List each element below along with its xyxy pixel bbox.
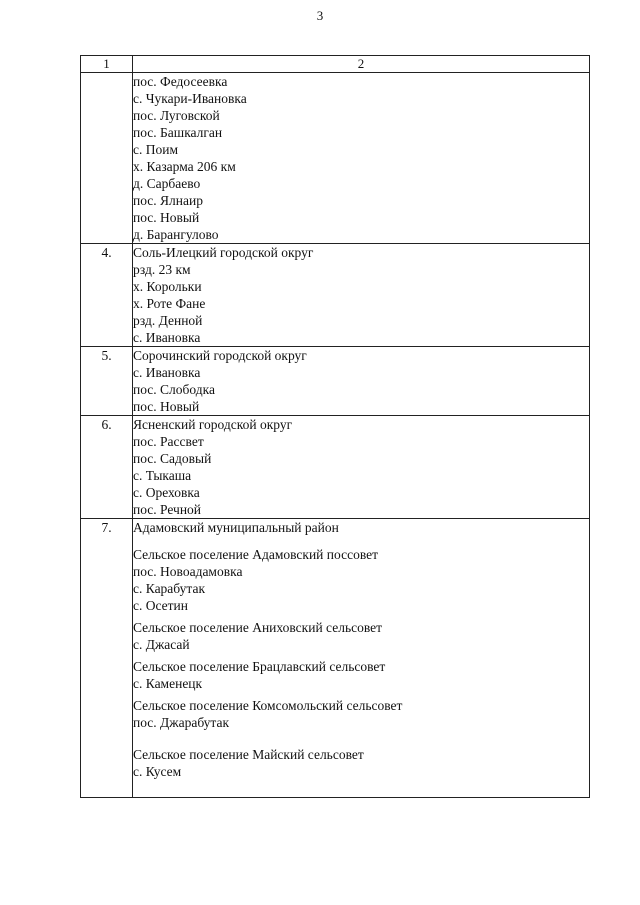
table-row-6 bbox=[81, 416, 590, 519]
locality-item: пос. Слободка bbox=[133, 382, 215, 397]
locality-item: пос. Федосеевка bbox=[133, 74, 228, 89]
district-title: Ясненский городской округ bbox=[133, 417, 293, 432]
locality-item: пос. Новый bbox=[133, 210, 200, 225]
locality-item: пос. Луговской bbox=[133, 108, 220, 123]
settlement-title: Сельское поселение Комсомольский сельсовет bbox=[133, 698, 403, 713]
table-row-4 bbox=[81, 244, 590, 347]
locality-item: рзд. Денной bbox=[133, 313, 203, 328]
table-row-continuation bbox=[81, 73, 590, 244]
table-row-5 bbox=[81, 347, 590, 416]
row-content-cell bbox=[133, 519, 590, 798]
locality-item: с. Ивановка bbox=[133, 330, 201, 345]
district-title: Адамовский муниципальный район bbox=[133, 520, 339, 535]
locality-item: пос. Новый bbox=[133, 399, 200, 414]
locality-item: х. Роте Фане bbox=[133, 296, 206, 311]
row-number: 4. bbox=[81, 244, 133, 347]
settlement-block bbox=[133, 619, 589, 653]
locality-item: пос. Садовый bbox=[133, 451, 212, 466]
locality-item: д. Барангулово bbox=[133, 227, 219, 242]
locality-item: пос. Джарабутак bbox=[133, 715, 230, 730]
row-content-cell bbox=[133, 347, 590, 416]
locality-item: с. Ивановка bbox=[133, 365, 201, 380]
settlement-block bbox=[133, 658, 589, 692]
cell-bottom-space bbox=[133, 780, 589, 797]
district-title: Соль-Илецкий городской округ bbox=[133, 245, 314, 260]
locality-item: с. Тыкаша bbox=[133, 468, 192, 483]
locality-item: х. Казарма 206 км bbox=[133, 159, 236, 174]
settlement-block bbox=[133, 697, 589, 731]
district-title: Сорочинский городской округ bbox=[133, 348, 307, 363]
settlement-block bbox=[133, 746, 589, 780]
settlement-title: Сельское поселение Адамовский поссовет bbox=[133, 547, 379, 562]
locality-item: с. Поим bbox=[133, 142, 179, 157]
row-content-cell bbox=[133, 244, 590, 347]
column-header-2: 2 bbox=[133, 56, 590, 73]
settlement-title: Сельское поселение Брацлавский сельсовет bbox=[133, 659, 386, 674]
table-header-row bbox=[81, 56, 590, 73]
settlement-title: Сельское поселение Аниховский сельсовет bbox=[133, 620, 383, 635]
locality-item: пос. Новоадамовка bbox=[133, 564, 243, 579]
locality-item: пос. Речной bbox=[133, 502, 202, 517]
locality-item: пос. Ялнаир bbox=[133, 193, 203, 208]
locality-item: с. Ореховка bbox=[133, 485, 200, 500]
column-header-1: 1 bbox=[81, 56, 133, 73]
settlement-block bbox=[133, 546, 589, 614]
page-number: 3 bbox=[316, 8, 324, 23]
locality-item: с. Чукари-Ивановка bbox=[133, 91, 247, 106]
locality-item: х. Корольки bbox=[133, 279, 202, 294]
row-number: 5. bbox=[81, 347, 133, 416]
locality-item: д. Сарбаево bbox=[133, 176, 201, 191]
locality-item: с. Осетин bbox=[133, 598, 188, 613]
settlement-title: Сельское поселение Майский сельсовет bbox=[133, 747, 364, 762]
locality-item: с. Каменецк bbox=[133, 676, 203, 691]
row-number: 6. bbox=[81, 416, 133, 519]
row-content-cell bbox=[133, 73, 590, 244]
locality-item: рзд. 23 км bbox=[133, 262, 191, 277]
table-row-7 bbox=[81, 519, 590, 798]
row-number-cell bbox=[81, 73, 133, 244]
locality-item: пос. Рассвет bbox=[133, 434, 204, 449]
locality-item: с. Кусем bbox=[133, 764, 182, 779]
settlements-table bbox=[80, 55, 590, 798]
locality-item: с. Карабутак bbox=[133, 581, 206, 596]
row-content-cell bbox=[133, 416, 590, 519]
locality-item: пос. Башкалган bbox=[133, 125, 223, 140]
row-number: 7. bbox=[81, 519, 133, 798]
locality-item: с. Джасай bbox=[133, 637, 190, 652]
